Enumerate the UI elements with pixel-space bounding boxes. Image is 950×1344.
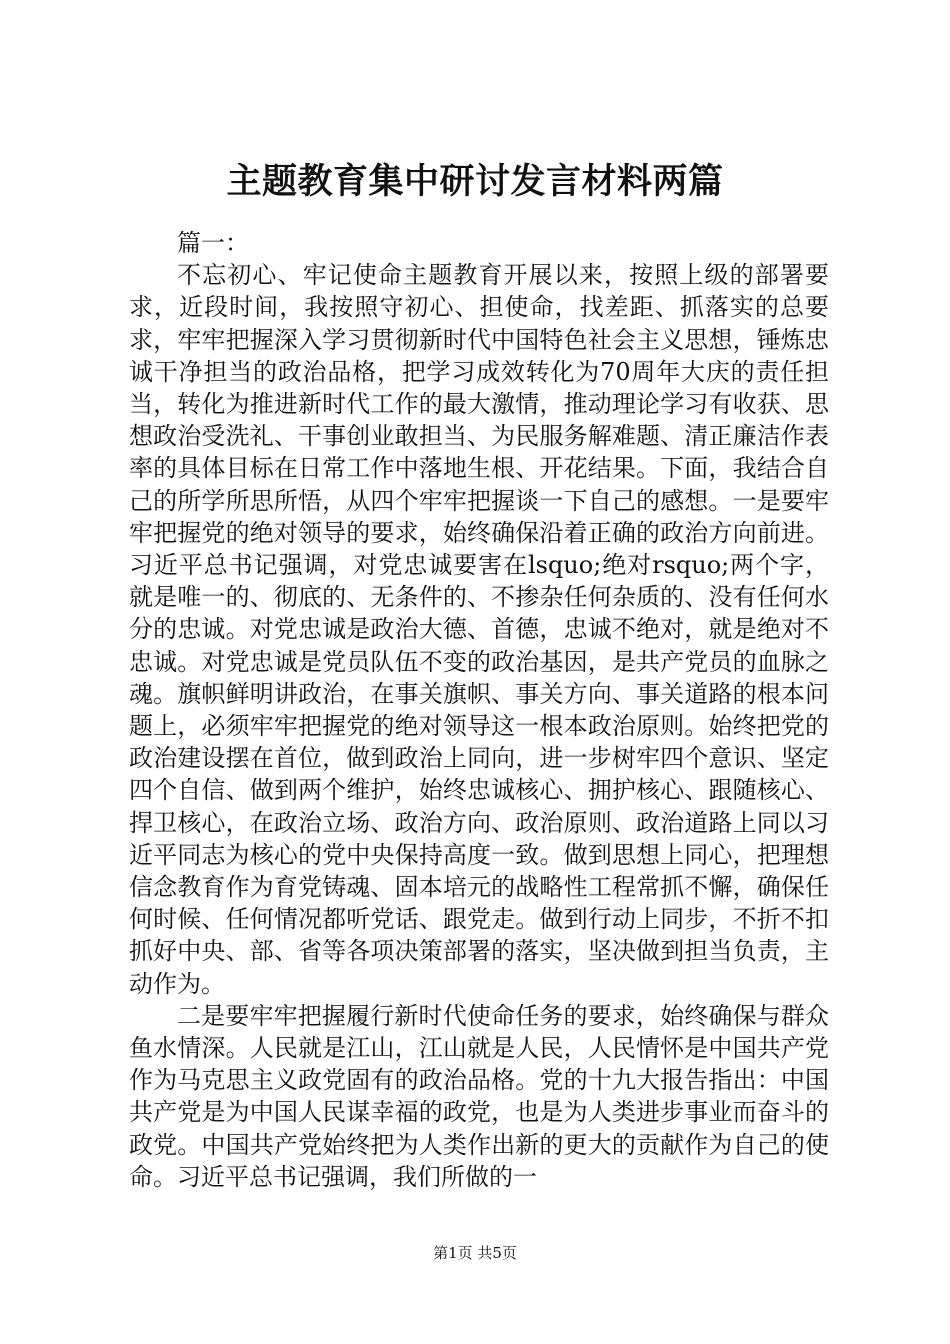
page-number: 第1页 共5页 [433,1244,517,1262]
body-paragraph-1: 不忘初心、牢记使命主题教育开展以来，按照上级的部署要求，近段时间，我按照守初心、担使命，找差距、抓落实的总要求，牢牢把握深入学习贯彻新时代中国特色社会主义思想，锤炼忠诚干净担当的政治品格，把学习成效转化为70周年大庆的责任担当，转化为推进新时代工作的最大激情，推动理论学习有收获、思想政治受洗礼、干事创业敢担当、为民服务解难题、清正廉洁作表率的具体目标在日常工作中落地生根、开花结果。下面，我结合自己的所学所思所悟，从四个牢牢把握谈一下自己的感想。一是要牢牢把握党的绝对领导的要求，始终确保沿着正确的政治方向前进。习近平总书记强调，对党忠诚要害在lsquo;绝对rsquo;两个字，就是唯一的、彻底的、无条件的、不掺杂任何杂质的、没有任何水分的忠诚。对党忠诚是政治大德、首德，忠诚不绝对，就是绝对不忠诚。对党忠诚是党员队伍不变的政治基因，是共产党员的血脉之魂。旗帜鲜明讲政治，在事关旗帜、事关方向、事关道路的根本问题上，必须牢牢把握党的绝对领导这一根本政治原则。始终把党的政治建设摆在首位，做到政治上同向，进一步树牢四个意识、坚定四个自信、做到两个维护，始终忠诚核心、拥护核心、跟随核心、捍卫核心，在政治立场、政治方向、政治原则、政治道路上同以习近平同志为核心的党中央保持高度一致。做到思想上同心，把理想信念教育作为育党铸魂、固本培元的战略性工程常抓不懈，确保任何时候、任何情况都听党话、跟党走。做到行动上同步，不折不扣抓好中央、部、省等各项决策部署的落实，坚决做到担当负责，主动作为。 [129,261,829,998]
document-title: 主题教育集中研讨发言材料两篇 [226,161,724,202]
document-body [129,227,829,1193]
section-label: 篇一： [177,229,249,257]
body-paragraph-2: 二是要牢牢把握履行新时代使命任务的要求，始终确保与群众鱼水情深。人民就是江山，江山就是人民，人民情怀是中国共产党作为马克思主义政党固有的政治品格。党的十九大报告指出：中国共产党是为中国人民谋幸福的政党，也是为人类进步事业而奋斗的政党。中国共产党始终把为人类作出新的更大的贡献作为自己的使命。习近平总书记强调，我们所做的一 [129,1001,829,1191]
